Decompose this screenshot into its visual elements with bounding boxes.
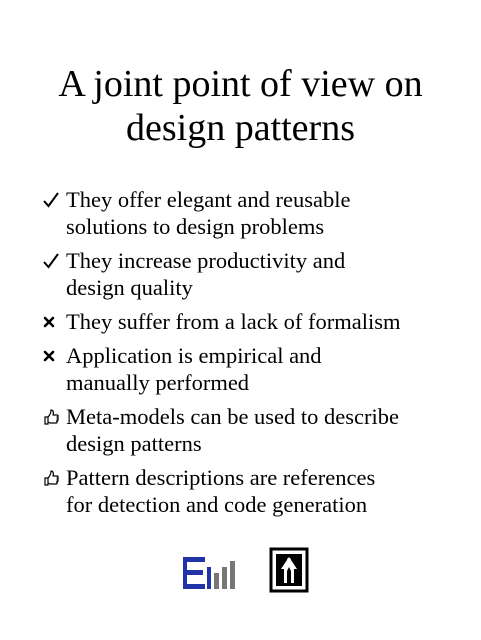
pointing-hand-icon: [42, 464, 62, 491]
pointing-hand-icon: [42, 403, 62, 430]
logos: [183, 547, 313, 595]
cross-icon: [42, 308, 62, 335]
slide-title: [0, 62, 481, 150]
bullet-item: [42, 464, 472, 518]
bullet-item: [42, 186, 472, 240]
bullet-text: They suffer from a lack of formalism: [66, 309, 401, 334]
bullet-item: [42, 247, 472, 301]
bullet-list: [42, 186, 472, 525]
bullet-text: They increase productivity and design quality: [66, 248, 346, 300]
checkmark-icon: [42, 247, 62, 274]
bullet-text: Pattern descriptions are references for detection and code generation: [66, 465, 376, 517]
institution-emblem-logo: [269, 547, 309, 593]
checkmark-icon: [42, 186, 62, 213]
bullet-item: [42, 308, 472, 335]
bullet-text: Application is empirical and manually performed: [66, 343, 322, 395]
cross-icon: [42, 342, 62, 369]
bullet-item: [42, 403, 472, 457]
bullet-text: Meta-models can be used to describe design patterns: [66, 404, 400, 456]
bullet-item: [42, 342, 472, 396]
bullet-text: They offer elegant and reusable solutions to design problems: [66, 187, 351, 239]
title-line-1: A joint point of view on: [58, 63, 423, 105]
emn-logo: [183, 557, 247, 589]
title-line-2: design patterns: [125, 107, 355, 149]
